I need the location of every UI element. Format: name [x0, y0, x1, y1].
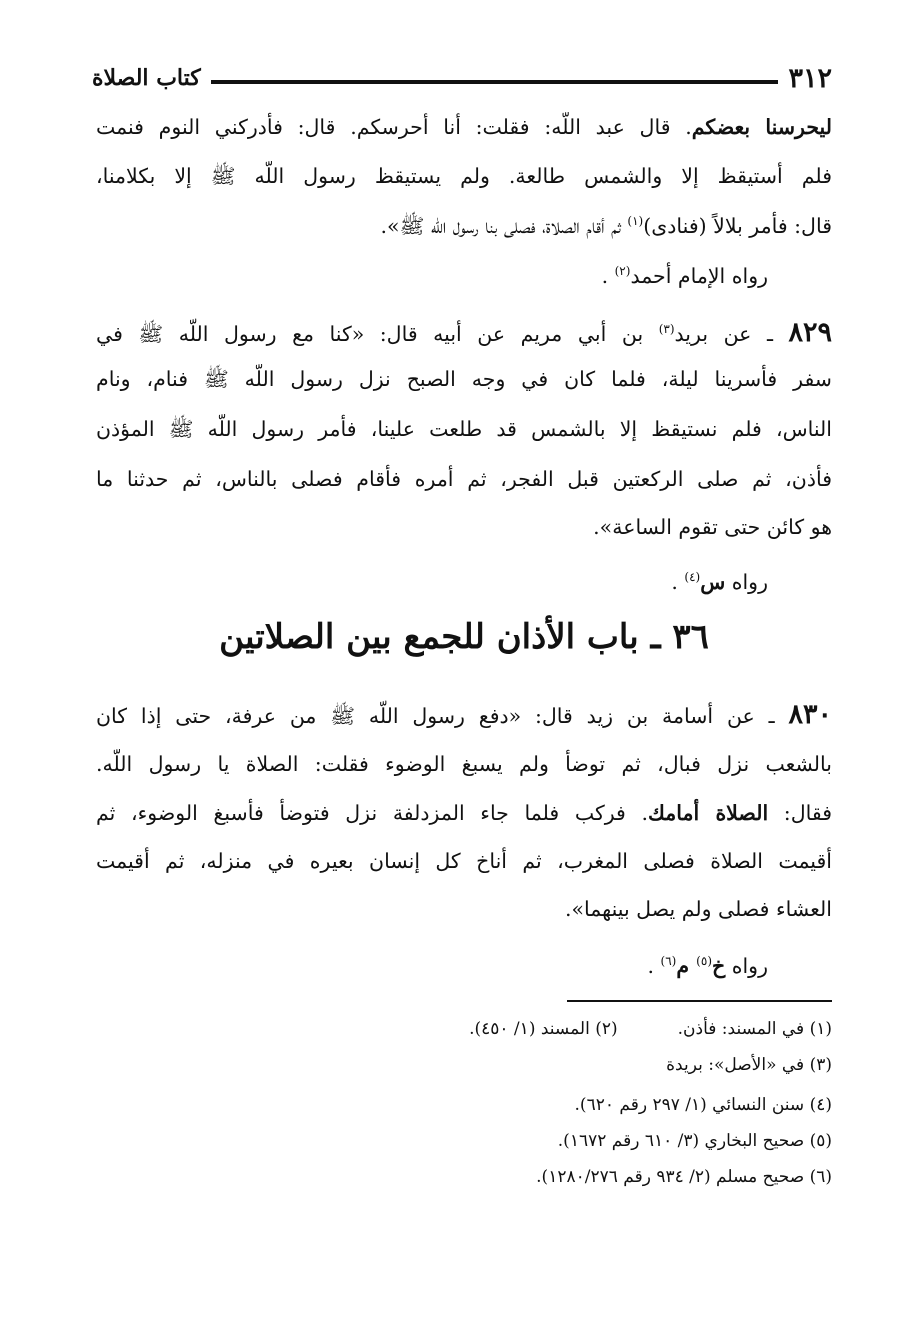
text-line: سفر فأسرينا ليلة، فلما كان في وجه الصبح نزل رسول اللّه ﷺ فنام، ونام	[96, 367, 832, 391]
footnote-line: (٣) في «الأصل»: بريدة	[666, 1055, 832, 1075]
source-symbol: خ	[712, 953, 726, 978]
text-span: رواه الإمام أحمد	[630, 263, 768, 288]
text-span: رواه	[725, 953, 768, 978]
text-span: .	[671, 569, 685, 594]
text-line: أقيمت الصلاة فصلى المغرب، ثم أناخ كل إنسان بعيره في منزله، ثم أقيمت	[96, 849, 832, 873]
text-span: قال: فأمر بلالاً (فنادى)	[643, 213, 832, 238]
footnote: (١) في المسند: فأذن.	[677, 1019, 832, 1039]
text-line: العشاء فصلى ولم يصل بينهما».	[564, 897, 832, 921]
footnote-rule	[567, 1000, 832, 1002]
text-span: .	[647, 953, 661, 978]
text-span: .	[601, 263, 615, 288]
text-line	[96, 206, 832, 241]
text-span: ـ عن بريد	[674, 321, 789, 346]
hadith-number: ٨٣٠	[788, 700, 832, 730]
source-symbol: م	[676, 953, 697, 978]
footnote-line	[96, 1016, 832, 1042]
text-span: ـ عن أسامة بن زيد قال: «دفع رسول اللّه ﷺ من عرفة، حتى إذا كان	[96, 704, 789, 728]
footnote-ref: (٣)	[658, 322, 675, 336]
header-rule	[211, 80, 779, 84]
source-symbol: س	[700, 569, 726, 594]
page-header	[92, 58, 832, 98]
bold-phrase: الصلاة أمامك	[648, 801, 769, 825]
footnote-ref: (٤)	[684, 570, 701, 584]
text-line	[96, 112, 832, 142]
footnote-ref: (١)	[627, 214, 644, 228]
footnote-ref: (٦)	[660, 954, 677, 968]
text-line: الناس، فلم نستيقظ إلا بالشمس قد طلعت علينا، فأمر رسول اللّه ﷺ المؤذن	[96, 417, 832, 441]
text-span: ثم أقام الصلاة، فصلى بنا رسول اللّه ﷺ».	[380, 213, 628, 238]
footnote-line: (٥) صحيح البخاري (٣/ ٦١٠ رقم ١٦٧٢).	[557, 1131, 832, 1151]
text-line: بالشعب نزل فبال، ثم توضأ ولم يسبغ الوضوء فقلت: الصلاة يا رسول اللّه.	[96, 752, 832, 776]
source-line	[96, 946, 832, 981]
text-span: . فركب فلما جاء المزدلفة نزل فتوضأ فأسبغ الوضوء، ثم	[96, 801, 648, 825]
footnote-ref: (٥)	[696, 954, 712, 968]
section-title: ٣٦ ـ باب الأذان للجمع بين الصلاتين	[219, 617, 709, 657]
source-line	[96, 562, 832, 597]
text-line	[96, 798, 832, 828]
footnote: (٢) المسند (١/ ٤٥٠).	[469, 1019, 618, 1039]
footnote-line: (٤) سنن النسائي (١/ ٢٩٧ رقم ٦٢٠).	[574, 1095, 832, 1115]
text-line: هو كائن حتى تقوم الساعة».	[593, 515, 832, 539]
text-span: بن أبي مريم عن أبيه قال: «كنا مع رسول اللّه ﷺ في	[96, 321, 659, 346]
page-number: ٣١٢	[788, 62, 832, 94]
source-line	[96, 256, 832, 291]
text-line: فأذن، ثم صلى الركعتين قبل الفجر، ثم أمره فأقام فصلى بالناس، ثم حدثنا ما	[96, 467, 832, 491]
hadith-number: ٨٢٩	[788, 316, 832, 348]
text-span: فقال:	[768, 801, 832, 825]
book-title: كتاب الصلاة	[92, 65, 201, 91]
footnote-line: (٦) صحيح مسلم (٢/ ٩٣٤ رقم ١٢٨٠/٢٧٦).	[536, 1167, 832, 1187]
bold-phrase: ليحرسنا بعضكم	[691, 115, 832, 139]
text-span: . قال عبد اللّه: فقلت: أنا أحرسكم. قال: فأدركني النوم فنمت	[96, 115, 692, 139]
footnote-ref: (٢)	[614, 264, 631, 278]
text-span: رواه	[725, 569, 768, 594]
hadith-first-line	[96, 314, 832, 349]
text-line: فلم أستيقظ إلا والشمس طالعة. ولم يستيقظ رسول اللّه ﷺ إلا بكلامنا،	[96, 164, 832, 188]
hadith-first-line	[96, 700, 832, 731]
